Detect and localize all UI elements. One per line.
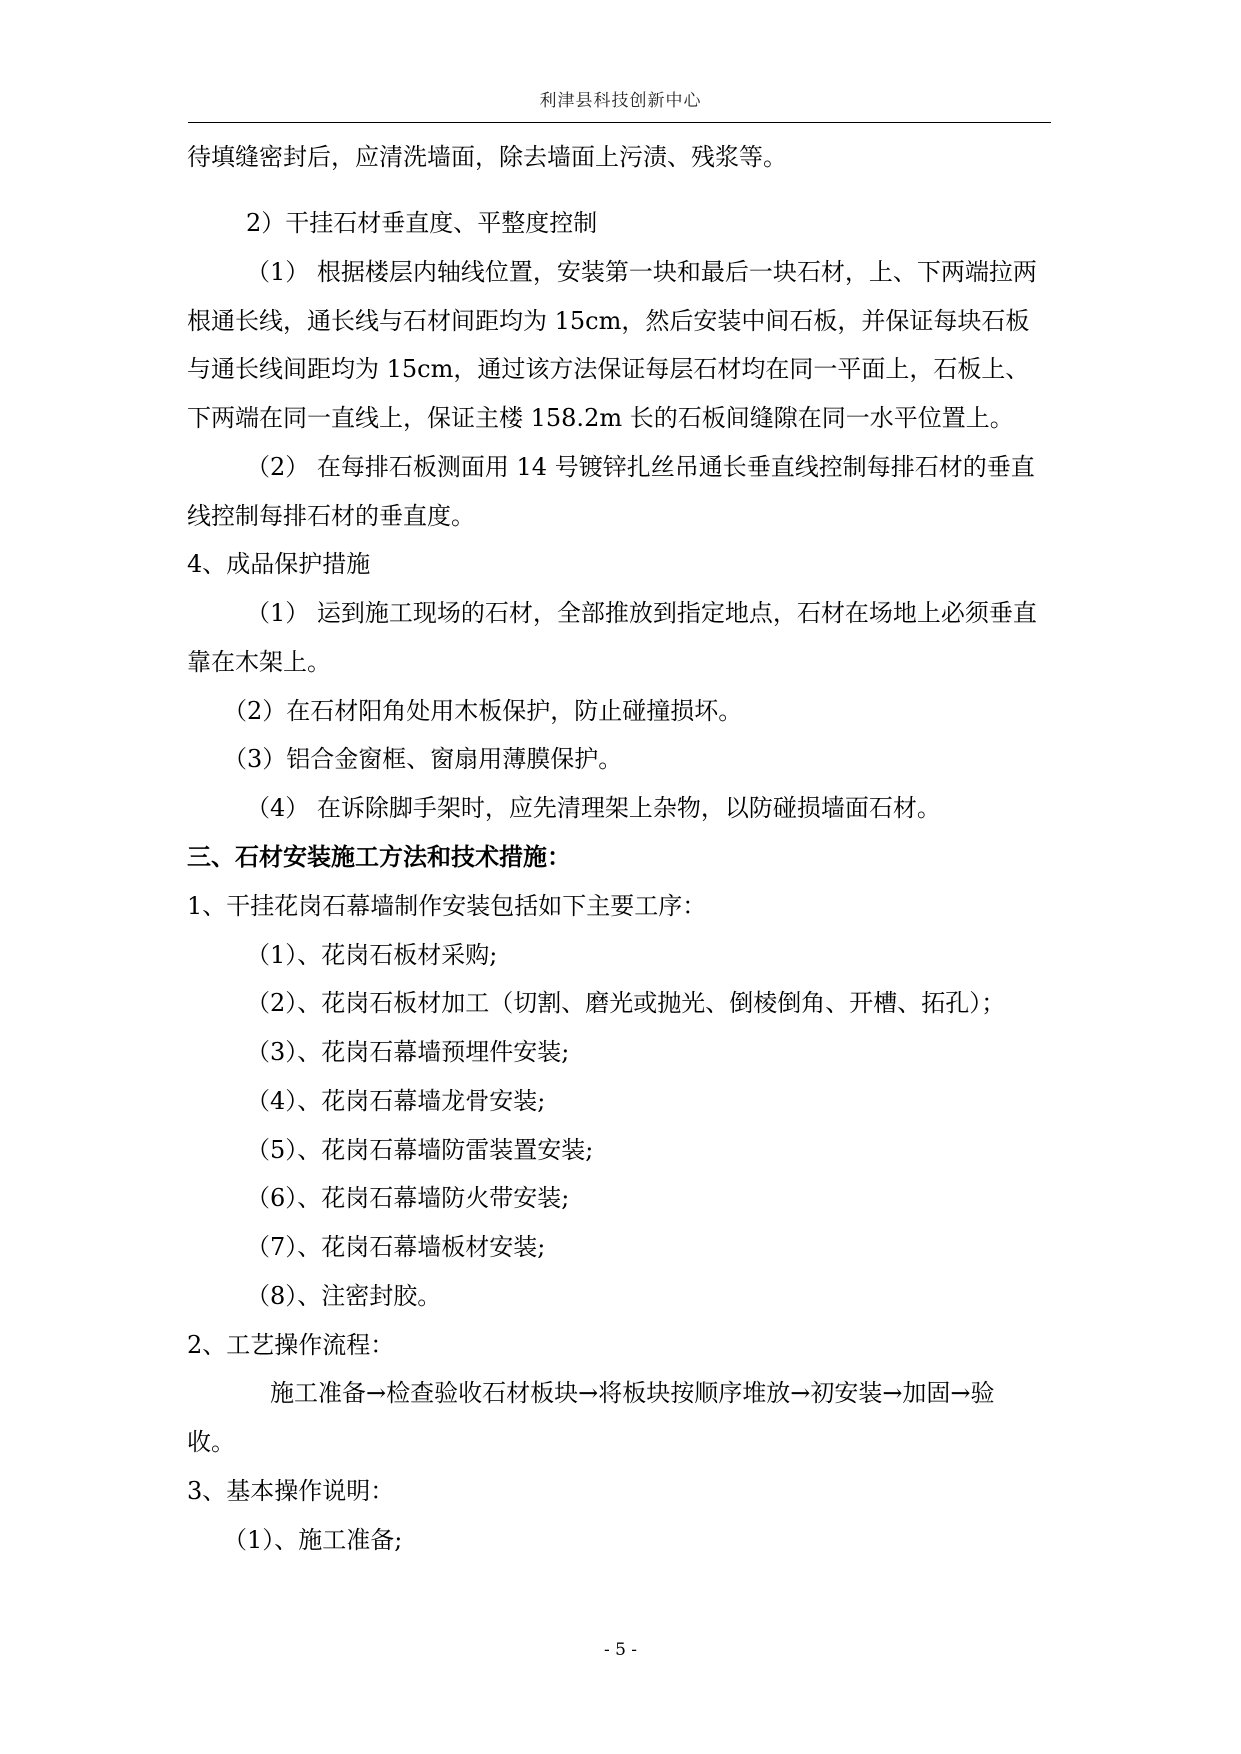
body-line: 收。 — [187, 1428, 235, 1456]
body-line: （3）铝合金窗框、窗扇用薄膜保护。 — [223, 745, 623, 773]
chapter-heading: 三、石材安装施工方法和技术措施： — [187, 842, 571, 871]
body-line: （2） 在每排石板测面用 14 号镀锌扎丝吊通长垂直线控制每排石材的垂直 — [246, 453, 1035, 481]
section-heading: 2、工艺操作流程： — [187, 1331, 395, 1359]
body-line: 2）干挂石材垂直度、平整度控制 — [246, 209, 598, 237]
body-line: （4） 在诉除脚手架时，应先清理架上杂物，以防碰损墙面石材。 — [246, 794, 941, 822]
list-item: （6）、花岗石幕墙防火带安装; — [246, 1184, 570, 1212]
body-line: （1） 根据楼层内轴线位置，安装第一块和最后一块石材，上、下两端拉两 — [246, 258, 1037, 286]
list-item: （5）、花岗石幕墙防雷装置安装; — [246, 1136, 594, 1164]
page-header: 利津县科技创新中心 — [539, 91, 702, 111]
body-line: 靠在木架上。 — [187, 648, 331, 676]
list-item: （2）、花岗石板材加工（切割、磨光或抛光、倒棱倒角、开槽、拓孔）； — [246, 989, 1006, 1017]
list-item: （4）、花岗石幕墙龙骨安装; — [246, 1087, 546, 1115]
body-line: 根通长线，通长线与石材间距均为 15cm，然后安装中间石板，并保证每块石板 — [187, 307, 1030, 335]
body-line: 与通长线间距均为 15cm，通过该方法保证每层石材均在同一平面上，石板上、 — [187, 355, 1030, 383]
list-item: （1）、施工准备; — [223, 1526, 403, 1554]
body-line: 施工准备→检查验收石材板块→将板块按顺序堆放→初安装→加固→验 — [270, 1379, 995, 1407]
header-divider — [188, 122, 1051, 123]
body-line: （1） 运到施工现场的石材，全部推放到指定地点，石材在场地上必须垂直 — [246, 599, 1037, 627]
section-heading: 3、基本操作说明： — [187, 1477, 395, 1505]
body-line: 下两端在同一直线上，保证主楼 158.2m 长的石板间缝隙在同一水平位置上。 — [187, 404, 1014, 432]
page-number: - 5 - — [603, 1640, 638, 1660]
body-line: 待填缝密封后，应清洗墙面，除去墙面上污渍、残浆等。 — [187, 143, 787, 171]
body-line: 线控制每排石材的垂直度。 — [187, 502, 475, 530]
section-heading: 4、成品保护措施 — [187, 550, 371, 578]
list-item: （1）、花岗石板材采购; — [246, 941, 498, 969]
section-heading: 1、干挂花岗石幕墙制作安装包括如下主要工序： — [187, 892, 707, 920]
body-line: （2）在石材阳角处用木板保护，防止碰撞损坏。 — [223, 697, 743, 725]
list-item: （7）、花岗石幕墙板材安装; — [246, 1233, 546, 1261]
list-item: （8）、注密封胶。 — [246, 1282, 442, 1310]
list-item: （3）、花岗石幕墙预埋件安装; — [246, 1038, 570, 1066]
